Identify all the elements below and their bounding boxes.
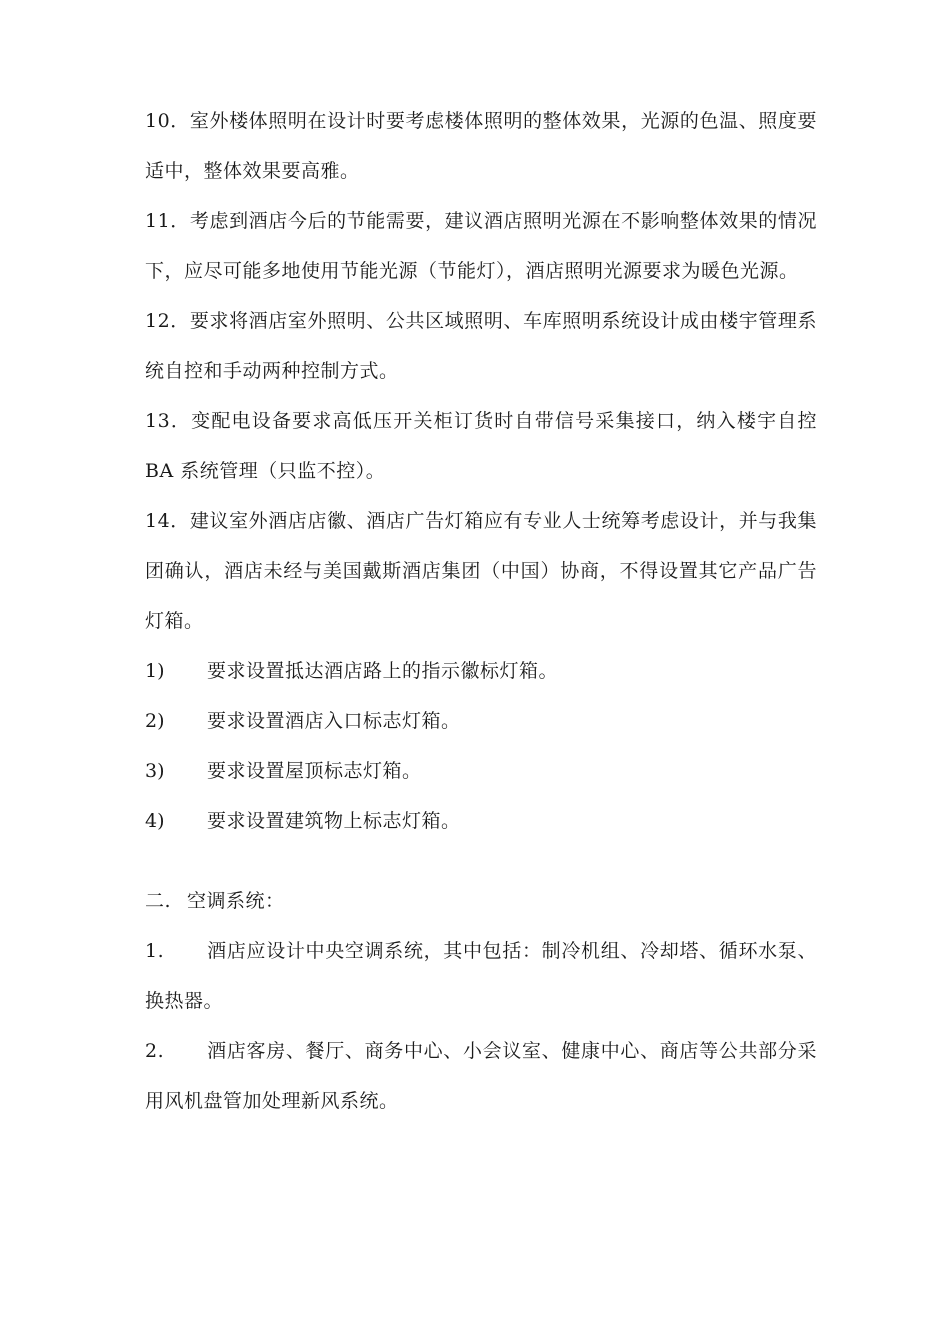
document-body [145,96,817,1126]
section-item-text: 酒店应设计中央空调系统，其中包括：制冷机组、冷却塔、循环水泵、换热器。 [145,940,817,1012]
list-item-text: 要求设置酒店入口标志灯箱。 [207,710,461,732]
paragraph-11: 11．考虑到酒店今后的节能需要，建议酒店照明光源在不影响整体效果的情况下，应尽可能多地使用节能光源（节能灯），酒店照明光源要求为暖色光源。 [145,210,817,282]
list-item [145,696,817,746]
list-item-number: 1) [145,660,165,682]
list-item-number: 3) [145,760,165,782]
paragraph-10: 10．室外楼体照明在设计时要考虑楼体照明的整体效果，光源的色温、照度要适中，整体效果要高雅。 [145,110,817,182]
list-item-number: 2) [145,710,165,732]
section-title: 空调系统： [187,890,285,912]
section-heading [145,876,817,926]
section-item-number: 1. [145,940,165,962]
list-item-text: 要求设置抵达酒店路上的指示徽标灯箱。 [207,660,559,682]
list-item [145,796,817,846]
section-item [145,926,817,1026]
list-item-text: 要求设置屋顶标志灯箱。 [207,760,422,782]
list-item [145,646,817,696]
list-item [145,746,817,796]
paragraph-14: 14．建议室外酒店店徽、酒店广告灯箱应有专业人士统筹考虑设计，并与我集团确认，酒店未经与美国戴斯酒店集团（中国）协商，不得设置其它产品广告灯箱。 [145,510,817,632]
section-item-text: 酒店客房、餐厅、商务中心、小会议室、健康中心、商店等公共部分采用风机盘管加处理新风系统。 [145,1040,817,1112]
list-item-number: 4) [145,810,165,832]
paragraph-12: 12．要求将酒店室外照明、公共区域照明、车库照明系统设计成由楼宇管理系统自控和手动两种控制方式。 [145,310,817,382]
section-number: 二. [145,890,172,912]
section-item [145,1026,817,1126]
section-spacer [145,846,817,876]
section-item-number: 2. [145,1040,165,1062]
paragraph-13: 13．变配电设备要求高低压开关柜订货时自带信号采集接口，纳入楼宇自控 BA 系统管理（只监不控）。 [145,410,817,482]
list-item-text: 要求设置建筑物上标志灯箱。 [207,810,461,832]
